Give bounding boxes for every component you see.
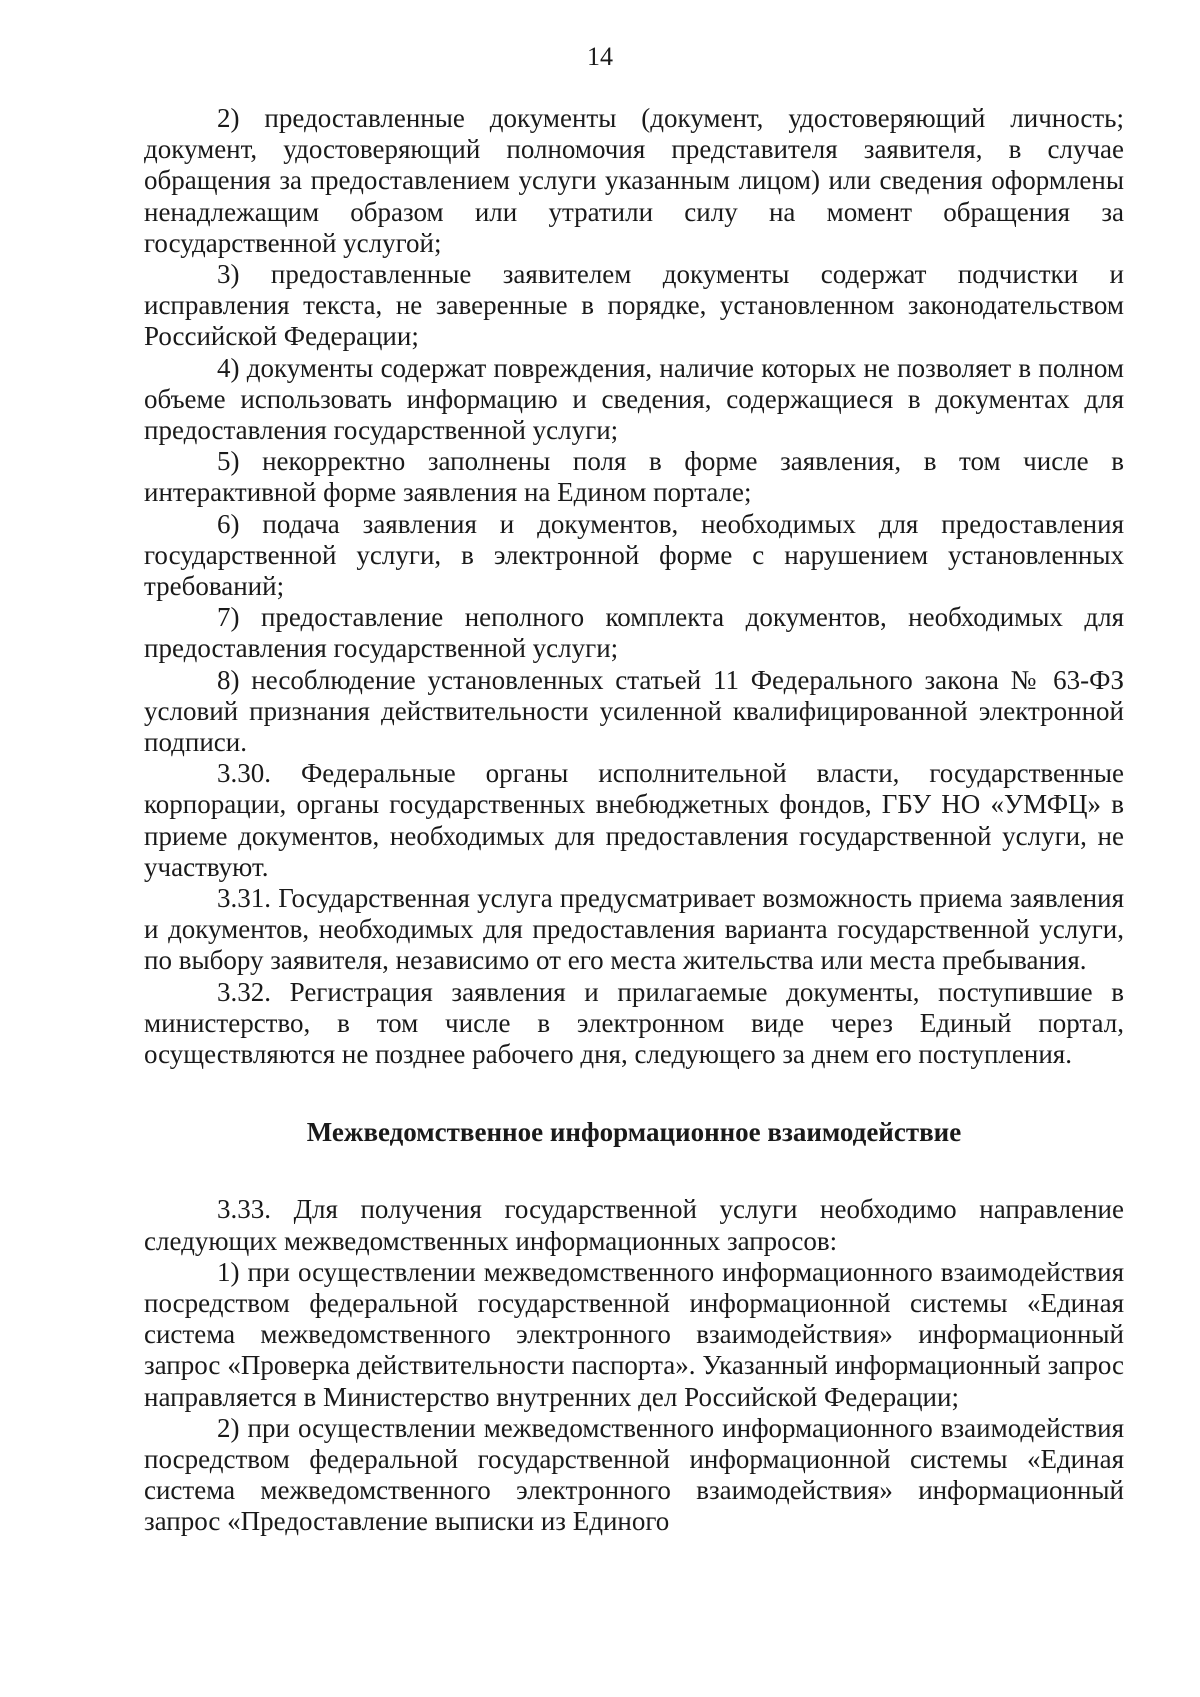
list-item-4: 4) документы содержат повреждения, наличие которых не позволяет в полном объеме использовать информацию и сведения, содержащиеся в документах для предоставления государственной услуги; (144, 352, 1124, 446)
page-number: 14 (587, 42, 613, 71)
list-item-6: 6) подача заявления и документов, необходимых для предоставления государственной услуги, в электронной форме с нарушением установленных требований; (144, 508, 1124, 602)
clause-3-33: 3.33. Для получения государственной услуги необходимо направление следующих межведомственных информационных запросов: (144, 1194, 1124, 1256)
list-item-1: 1) при осуществлении межведомственного информационного взаимодействия посредством федеральной государственной информационной системы «Единая система межведомственного электронного взаимодействия» информационный запрос «Проверка действительности паспорта». Указанный информационный запрос направляется в Министерство внутренних дел Российской Федерации; (144, 1256, 1124, 1412)
list-item-5: 5) некорректно заполнены поля в форме заявления, в том числе в интерактивной форме заявления на Едином портале; (144, 446, 1124, 508)
list-item-7: 7) предоставление неполного комплекта документов, необходимых для предоставления государственной услуги; (144, 602, 1124, 664)
list-item-3: 3) предоставленные заявителем документы содержат подчистки и исправления текста, не заверенные в порядке, установленном законодательством Российской Федерации; (144, 259, 1124, 352)
clause-3-30: 3.30. Федеральные органы исполнительной власти, государственные корпорации, органы государственных внебюджетных фондов, ГБУ НО «УМФЦ» в приеме документов, необходимых для предоставления государственной услуги, не участвуют. (144, 758, 1124, 882)
list-item-8: 8) несоблюдение установленных статьей 11 Федерального закона № 63-ФЗ условий признания действительности усиленной квалифицированной электронной подписи. (144, 664, 1124, 758)
list-item-2: 2) предоставленные документы (документ, удостоверяющий личность; документ, удостоверяющий полномочия представителя заявителя, в случае обращения за предоставлением услуги указанным лицом) или сведения оформлены ненадлежащим образом или утратили силу на момент обращения за государственной услугой; (144, 103, 1124, 258)
document-body (144, 103, 1124, 1538)
clause-3-31: 3.31. Государственная услуга предусматривает возможность приема заявления и документов, необходимых для предоставления варианта государственной услуги, по выбору заявителя, независимо от его места жительства или места пребывания. (144, 883, 1124, 976)
section-heading: Межведомственное информационное взаимодействие (306, 1117, 962, 1148)
list-item-2-requests: 2) при осуществлении межведомственного информационного взаимодействия посредством федеральной государственной информационной системы «Единая система межведомственного электронного взаимодействия» информационный запрос «Предоставление выписки из Единого (144, 1412, 1124, 1537)
clause-3-32: 3.32. Регистрация заявления и прилагаемые документы, поступившие в министерство, в том числе в электронном виде через Единый портал, осуществляются не позднее рабочего дня, следующего за днем его поступления. (144, 976, 1124, 1070)
